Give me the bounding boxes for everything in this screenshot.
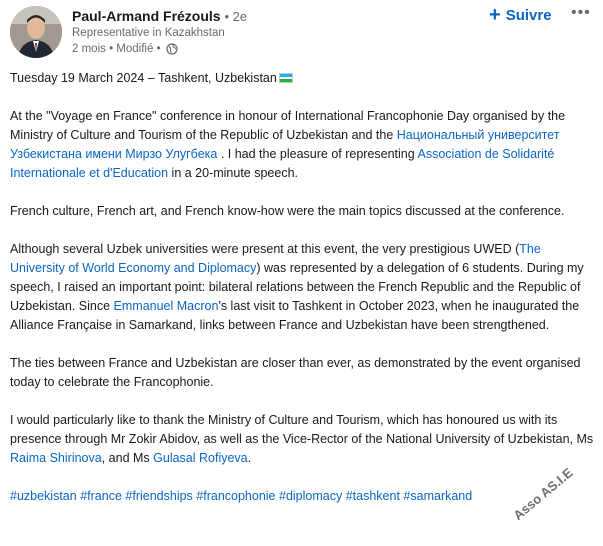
mention-link-national-university[interactable]: Национальный университет Узбекистана имени Мирзо Улугбека [10, 128, 560, 161]
post-dateline [10, 69, 595, 88]
mention-link-gulasal[interactable]: Gulasal Rofiyeva [153, 451, 248, 465]
more-options-button[interactable]: ••• [571, 4, 591, 21]
hashtag-link[interactable]: #diplomacy [279, 489, 343, 503]
post-paragraph-2: French culture, French art, and French know-how were the main topics discussed at the conference. [10, 204, 565, 218]
post-paragraph-4: The ties between France and Uzbekistan are closer than ever, as demonstrated by the event organised today to celebrate the Francophonie. [10, 356, 581, 389]
hashtag-link[interactable]: #friendships [125, 489, 193, 503]
avatar[interactable] [10, 6, 62, 58]
connection-degree: • 2e [224, 9, 248, 24]
paragraph-text: Although several Uzbek universities were present at this event, the very prestigious UWED ( [10, 242, 520, 256]
mention-link-raima[interactable]: Raima Shirinova [10, 451, 102, 465]
hashtag-link[interactable]: #francophonie [196, 489, 276, 503]
globe-icon [166, 43, 178, 55]
hashtag-link[interactable]: #tashkent [345, 489, 400, 503]
post-paragraph-5 [10, 411, 595, 468]
plus-icon: + [489, 4, 501, 26]
mention-link-uwed[interactable]: The University of World Economy and Diplomacy [10, 242, 541, 275]
hashtag-link[interactable]: #samarkand [403, 489, 473, 503]
post-meta-text: 2 mois • Modifié • [72, 43, 161, 55]
post-meta [72, 43, 178, 55]
mention-link-macron[interactable]: Emmanuel Macron [113, 299, 219, 313]
hashtag-link[interactable]: #uzbekistan [10, 489, 77, 503]
follow-button[interactable] [489, 4, 552, 26]
author-name-text[interactable]: Paul-Armand Frézouls [72, 8, 221, 24]
hashtag-link[interactable]: #france [80, 489, 122, 503]
paragraph-text: , and Ms [101, 451, 154, 465]
paragraph-text: ) was represented by a delegation of 6 students. During my speech, I raised an important point: bilateral relations between the French Republic and the Republic of Uzbekistan. Since [10, 261, 584, 313]
paragraph-text: 's last visit to Tashkent in October 2023, when he inaugurated the Alliance Française in Samarkand, links between France and Uzbekistan have been strengthened. [10, 299, 580, 332]
author-name[interactable] [72, 8, 247, 24]
post-paragraph-3 [10, 240, 595, 335]
post-body [10, 69, 595, 506]
uzbekistan-flag-icon [279, 73, 293, 83]
hashtag-list [10, 487, 595, 506]
follow-label: Suivre [505, 6, 552, 24]
dateline-text: Tuesday 19 March 2024 – Tashkent, Uzbekistan [10, 71, 277, 85]
paragraph-text: in a 20-minute speech. [168, 166, 299, 180]
paragraph-text: . I had the pleasure of representing [217, 147, 418, 161]
watermark: Asso AS.I.E [510, 464, 576, 523]
paragraph-text: . [247, 451, 252, 465]
post-header [0, 0, 603, 64]
mention-link-asie[interactable]: Association de Solidarité Internationale et d'Education [10, 147, 555, 180]
paragraph-text: At the "Voyage en France" conference in honour of International Francophonie Day organised by the Ministry of Culture and Tourism of the Republic of Uzbekistan and the [10, 109, 566, 142]
author-headline: Representative in Kazakhstan [72, 27, 225, 39]
paragraph-text: I would particularly like to thank the Ministry of Culture and Tourism, which has honoured us with its presence through Mr Zokir Abidov, as well as the Vice-Rector of the National University of Uzbekistan, Ms [10, 413, 594, 446]
profile-photo-icon [10, 6, 62, 58]
post-paragraph-1 [10, 107, 595, 183]
